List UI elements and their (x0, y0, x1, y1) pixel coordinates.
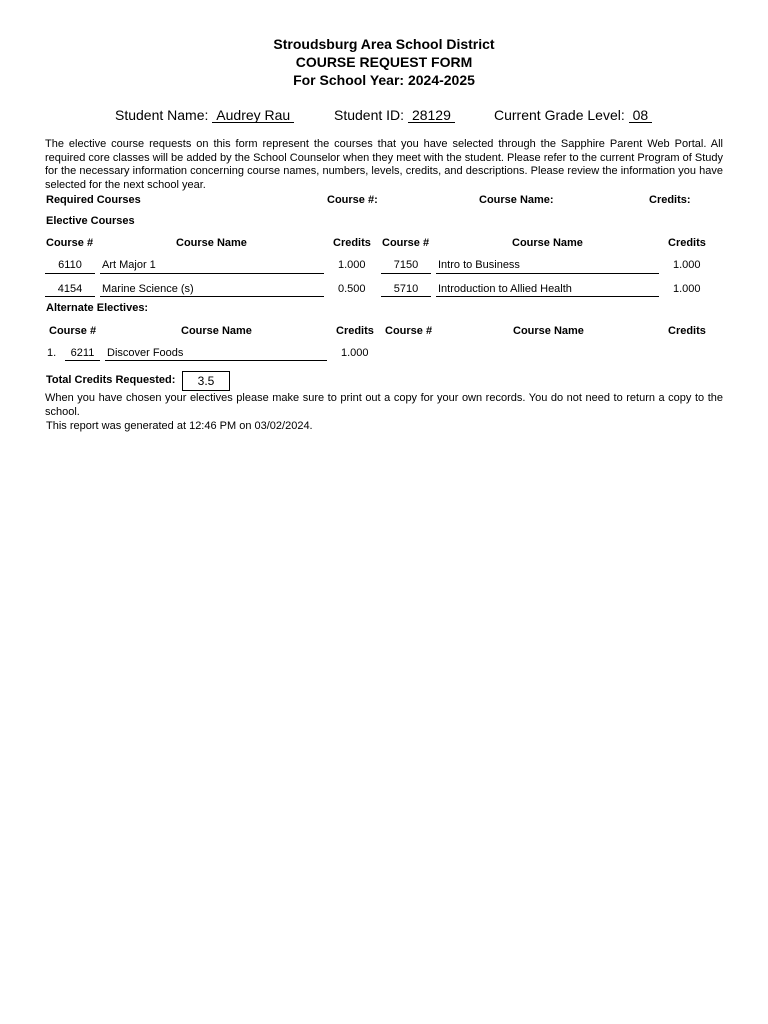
elective-course-credits: 0.500 (338, 283, 366, 295)
required-col-course-num: Course #: (327, 194, 378, 206)
alternate-col-credits-left: Credits (336, 325, 374, 337)
student-name-field (115, 107, 294, 123)
underline (100, 296, 324, 297)
intro-paragraph: The elective course requests on this form represent the courses that you have selected through the Sapphire Parent Web Portal. All required core classes will be added by the School Counselor when they meet with the student. Please refer to the current Program of Study for the necessary information concerning course names, numbers, levels, credits, and descriptions. Please review the information you have selected for the next school year. (45, 138, 723, 191)
elective-col-course-name-left: Course Name (176, 237, 247, 249)
elective-col-credits-left: Credits (333, 237, 371, 249)
student-name-label: Student Name: (115, 107, 209, 123)
elective-col-course-num-left: Course # (46, 237, 94, 249)
alternate-col-course-num-right: Course # (385, 325, 433, 337)
student-id-value: 28129 (408, 108, 455, 123)
underline (381, 296, 431, 297)
elective-course-credits: 1.000 (338, 259, 366, 271)
alternate-course-num: 6211 (70, 347, 95, 359)
elective-course-num: 6110 (58, 259, 82, 271)
student-name-value: Audrey Rau (212, 108, 294, 123)
print-copy-note: When you have chosen your electives please make sure to print out a copy for your own records. You do not need to return a copy to the school. (45, 392, 723, 418)
elective-col-credits-right: Credits (668, 237, 706, 249)
elective-course-name: Marine Science (s) (102, 283, 194, 295)
underline (436, 296, 659, 297)
total-credits-label: Total Credits Requested: (46, 374, 176, 386)
elective-course-credits: 1.000 (673, 259, 701, 271)
form-title: COURSE REQUEST FORM (295, 54, 473, 70)
alternate-col-course-name-left: Course Name (181, 325, 252, 337)
underline (45, 273, 95, 274)
elective-course-num: 7150 (393, 259, 419, 271)
underline (65, 360, 100, 361)
elective-course-num: 5710 (393, 283, 419, 295)
underline (105, 360, 327, 361)
underline (100, 273, 324, 274)
elective-course-name: Introduction to Allied Health (438, 283, 572, 295)
alternate-electives-heading: Alternate Electives: (46, 302, 149, 314)
elective-course-name: Art Major 1 (102, 259, 156, 271)
grade-level-field (494, 107, 652, 123)
alternate-course-credits: 1.000 (341, 347, 369, 359)
required-col-course-name: Course Name: (479, 194, 554, 206)
elective-course-name: Intro to Business (438, 259, 520, 271)
alternate-col-course-num-left: Course # (49, 325, 97, 337)
elective-courses-heading: Elective Courses (46, 215, 135, 227)
elective-col-course-name-right: Course Name (512, 237, 583, 249)
required-col-credits: Credits: (649, 194, 691, 206)
alternate-course-name: Discover Foods (107, 347, 184, 359)
alternate-index: 1. (47, 347, 57, 359)
alternate-col-credits-right: Credits (668, 325, 706, 337)
underline (45, 296, 95, 297)
student-id-label: Student ID: (334, 107, 405, 123)
student-id-field (334, 107, 455, 123)
underline (381, 273, 431, 274)
grade-level-value: 08 (629, 108, 653, 123)
total-credits-value: 3.5 (182, 371, 230, 391)
alternate-col-course-name-right: Course Name (513, 325, 584, 337)
school-year: For School Year: 2024-2025 (293, 72, 475, 88)
underline (436, 273, 659, 274)
elective-course-num: 4154 (57, 283, 83, 295)
elective-course-credits: 1.000 (673, 283, 701, 295)
grade-level-label: Current Grade Level: (494, 107, 625, 123)
district-title: Stroudsburg Area School District (273, 36, 495, 52)
required-courses-heading: Required Courses (46, 194, 141, 206)
generated-timestamp: This report was generated at 12:46 PM on 03/02/2024. (46, 420, 313, 432)
elective-col-course-num-right: Course # (382, 237, 430, 249)
